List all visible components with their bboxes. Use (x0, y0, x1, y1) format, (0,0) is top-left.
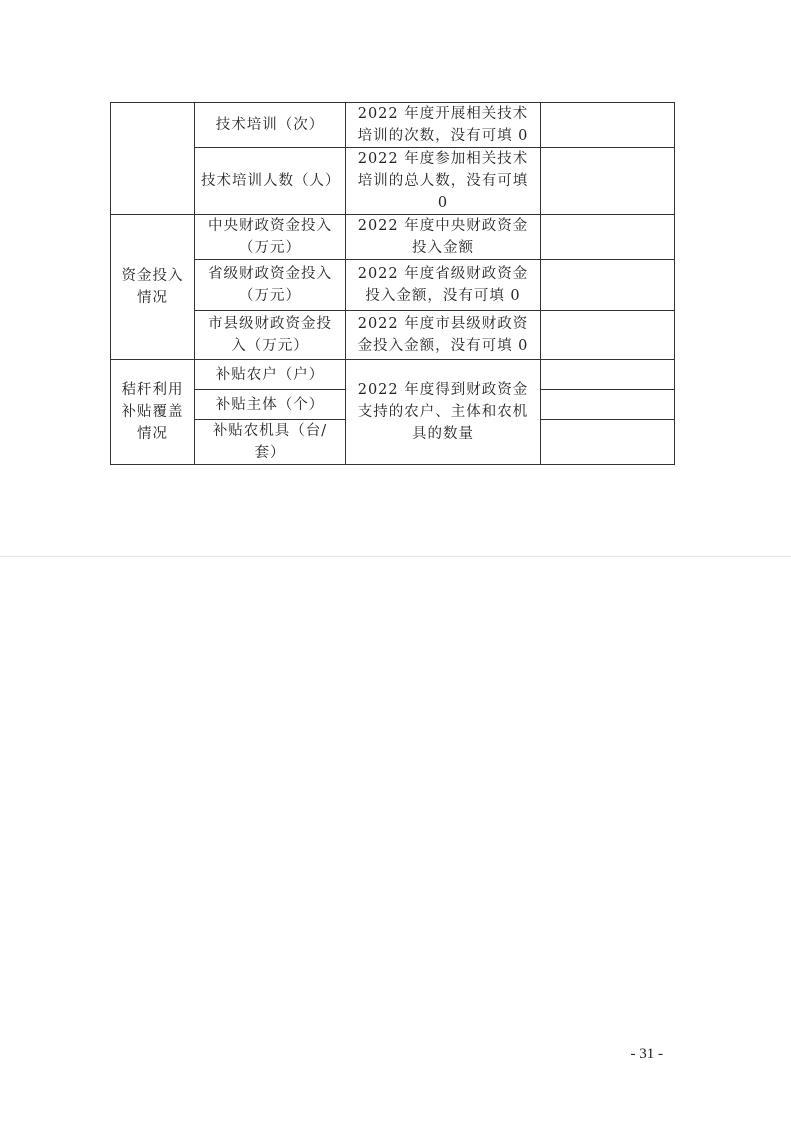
item-cell: 补贴主体（个） (195, 390, 346, 420)
value-cell[interactable] (541, 360, 675, 390)
value-cell[interactable] (541, 420, 675, 465)
item-cell: 补贴农机具（台/套） (195, 420, 346, 465)
category-cell: 秸秆利用补贴覆盖情况 (111, 360, 195, 465)
table-row (111, 260, 675, 311)
description-cell: 2022 年度市县级财政资金投入金额，没有可填 0 (346, 311, 541, 360)
description-cell: 2022 年度中央财政资金投入金额 (346, 215, 541, 260)
table-row (111, 311, 675, 360)
page-divider (0, 556, 791, 557)
description-cell: 2022 年度省级财政资金投入金额，没有可填 0 (346, 260, 541, 311)
value-cell[interactable] (541, 215, 675, 260)
value-cell[interactable] (541, 390, 675, 420)
page-number: - 31 - (630, 1046, 663, 1062)
item-cell: 市县级财政资金投入（万元） (195, 311, 346, 360)
value-cell[interactable] (541, 260, 675, 311)
value-cell[interactable] (541, 103, 675, 148)
description-cell: 2022 年度开展相关技术培训的次数，没有可填 0 (346, 103, 541, 148)
statistics-table (110, 102, 675, 465)
table-row (111, 215, 675, 260)
table-row (111, 360, 675, 390)
value-cell[interactable] (541, 148, 675, 215)
item-cell: 技术培训人数（人） (195, 148, 346, 215)
category-cell (111, 103, 195, 215)
item-cell: 省级财政资金投入（万元） (195, 260, 346, 311)
item-cell: 技术培训（次） (195, 103, 346, 148)
value-cell[interactable] (541, 311, 675, 360)
item-cell: 中央财政资金投入（万元） (195, 215, 346, 260)
item-cell: 补贴农户（户） (195, 360, 346, 390)
table-row (111, 148, 675, 215)
description-cell: 2022 年度参加相关技术培训的总人数，没有可填 0 (346, 148, 541, 215)
table-row (111, 103, 675, 148)
category-cell: 资金投入情况 (111, 215, 195, 360)
description-cell: 2022 年度得到财政资金支持的农户、主体和农机具的数量 (346, 360, 541, 465)
